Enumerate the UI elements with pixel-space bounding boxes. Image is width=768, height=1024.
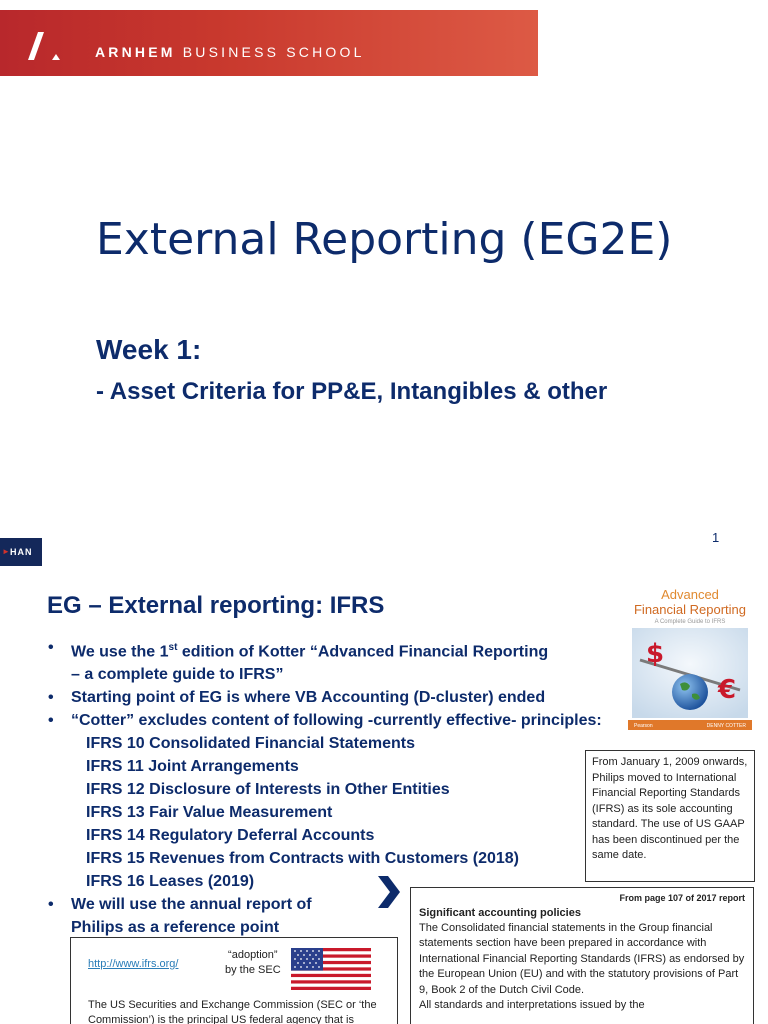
standard-item: IFRS 13 Fair Value Measurement — [86, 804, 333, 822]
brand-banner — [0, 10, 538, 76]
bullet-item: • “Cotter” excludes content of following -currently effective- principles: — [48, 709, 638, 732]
report-heading: Significant accounting policies — [419, 907, 581, 919]
report-source: From page 107 of 2017 report — [619, 893, 745, 903]
slide2-title: EG – External reporting: IFRS — [47, 592, 385, 619]
globe-seesaw-icon — [632, 628, 748, 718]
chevron-right-icon — [376, 874, 402, 910]
standard-item: IFRS 15 Revenues from Contracts with Customers (2018) — [86, 850, 520, 868]
standard-item: IFRS 11 Joint Arrangements — [86, 758, 299, 776]
standard-item: IFRS 10 Consolidated Financial Statements — [86, 735, 415, 753]
standard-item: IFRS 16 Leases (2019) — [86, 873, 255, 891]
sec-description: The US Securities and Exchange Commission (SEC or ‘the Commission’) is the principal US federal agency that is — [88, 999, 377, 1024]
report-body: The Consolidated financial statements in the Group financial statements section have been prepared in accordance with International Financial Reporting Standards (IFRS) as endorsed by the European Union (EU) and with the statutory provisions of Part 9, Book 2 of the Dutch Civil Code. — [419, 922, 745, 996]
annual-report-excerpt — [410, 887, 754, 1024]
us-flag-icon — [291, 948, 371, 990]
book-cover: Advanced Financial Reporting A Complete Guide to IFRS $ € Pearson DENNY COTTER — [628, 582, 752, 730]
report-body-continued: All standards and interpretations issued by the — [419, 999, 645, 1012]
bullet-item: • We use the 1st edition of Kotter “Advanced Financial Reporting – a complete guide to IFRS” — [48, 636, 638, 686]
brand-name: ARNHEM BUSINESS SCHOOL — [95, 44, 365, 60]
topic-subtitle: - Asset Criteria for PP&E, Intangibles & other — [96, 378, 608, 405]
svg-text:$: $ — [646, 639, 665, 669]
han-logo-icon — [26, 28, 66, 64]
arrow-icon: ► — [2, 547, 11, 556]
adoption-caption: “adoption” by the SEC — [225, 949, 281, 976]
standard-item: IFRS 14 Regulatory Deferral Accounts — [86, 827, 375, 845]
page-number: 1 — [712, 530, 720, 545]
philips-note: From January 1, 2009 onwards, Philips moved to International Financial Reporting Standards (IFRS) as its sole accounting standard. The use of US GAAP has been discontinued per the same date. — [585, 750, 755, 882]
slide-title: External Reporting (EG2E) — [96, 214, 673, 265]
ifrs-sec-box — [70, 937, 398, 1024]
week-heading: Week 1: — [96, 334, 202, 365]
standard-item: IFRS 12 Disclosure of Interests in Other Entities — [86, 781, 450, 799]
bullet-item: • We will use the annual report of Philips as a reference point — [48, 893, 638, 939]
bullet-item: • Starting point of EG is where VB Accounting (D-cluster) ended — [48, 686, 638, 709]
ifrs-link[interactable]: http://www.ifrs.org/ — [88, 958, 179, 970]
han-badge: ► HAN — [0, 538, 42, 566]
svg-text:€: € — [718, 675, 737, 705]
